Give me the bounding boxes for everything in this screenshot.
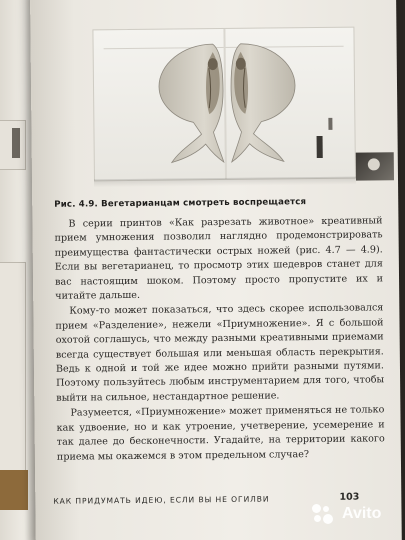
figure-caption: Рис. 4.9. Вегетарианцам смотреть воспрещается: [54, 197, 307, 210]
underlying-page-mark: [12, 128, 20, 158]
watermark-text: Avito: [342, 505, 382, 522]
underlying-page-fragment: [0, 262, 26, 472]
running-title: КАК ПРИДУМАТЬ ИДЕЮ, ЕСЛИ ВЫ НЕ ОГИЛВИ: [53, 494, 270, 506]
figure-4-9: [92, 27, 356, 182]
paragraph: Кому-то может показаться, что здесь скорее использовался прием «Разделение», нежели «Приумножение». Я с большой охотой соглашусь, что между разными креативными приемами всегда существует большая или меньшая область перекрытия. Ведь к одной и той же идее можно прийти разными путями. Поэтому пользуйтесь любым инструментарием для того, чтобы выйти на сильное, нестандартное решение.: [55, 302, 385, 404]
figure-shadow: [94, 177, 356, 188]
fish-half-right-image: [229, 37, 302, 166]
figure-board-mark: [328, 118, 332, 130]
underlying-page-fragment: [0, 470, 28, 510]
figure-corner-tab: [356, 152, 394, 180]
book-page: [30, 0, 402, 540]
avito-logo-icon: [312, 504, 338, 524]
fish-half-left-image: [153, 38, 226, 167]
figure-board-mark: [317, 136, 323, 158]
paragraph: Разумеется, «Приумножение» может применяться не только как удвоение, но и как утроение, учетверение, усемерение и так далее до бесконечности. Угадайте, на территории какого приема мы окажемся в этом предельном случае?: [56, 404, 385, 463]
body-text: [54, 214, 385, 465]
page-number: 103: [339, 491, 360, 503]
paragraph: В серии принтов «Как разрезать животное» креативный прием умножения позволил наглядно продемонстрировать преимущества фантастически острых ножей (рис. 4.7 — 4.9). Если вы вегетарианец, то просмотр этих шедевров станет для вас настоящим шоком. Поэтому просто пропустите их и читайте дальше.: [54, 215, 384, 302]
avito-watermark: [312, 502, 402, 526]
